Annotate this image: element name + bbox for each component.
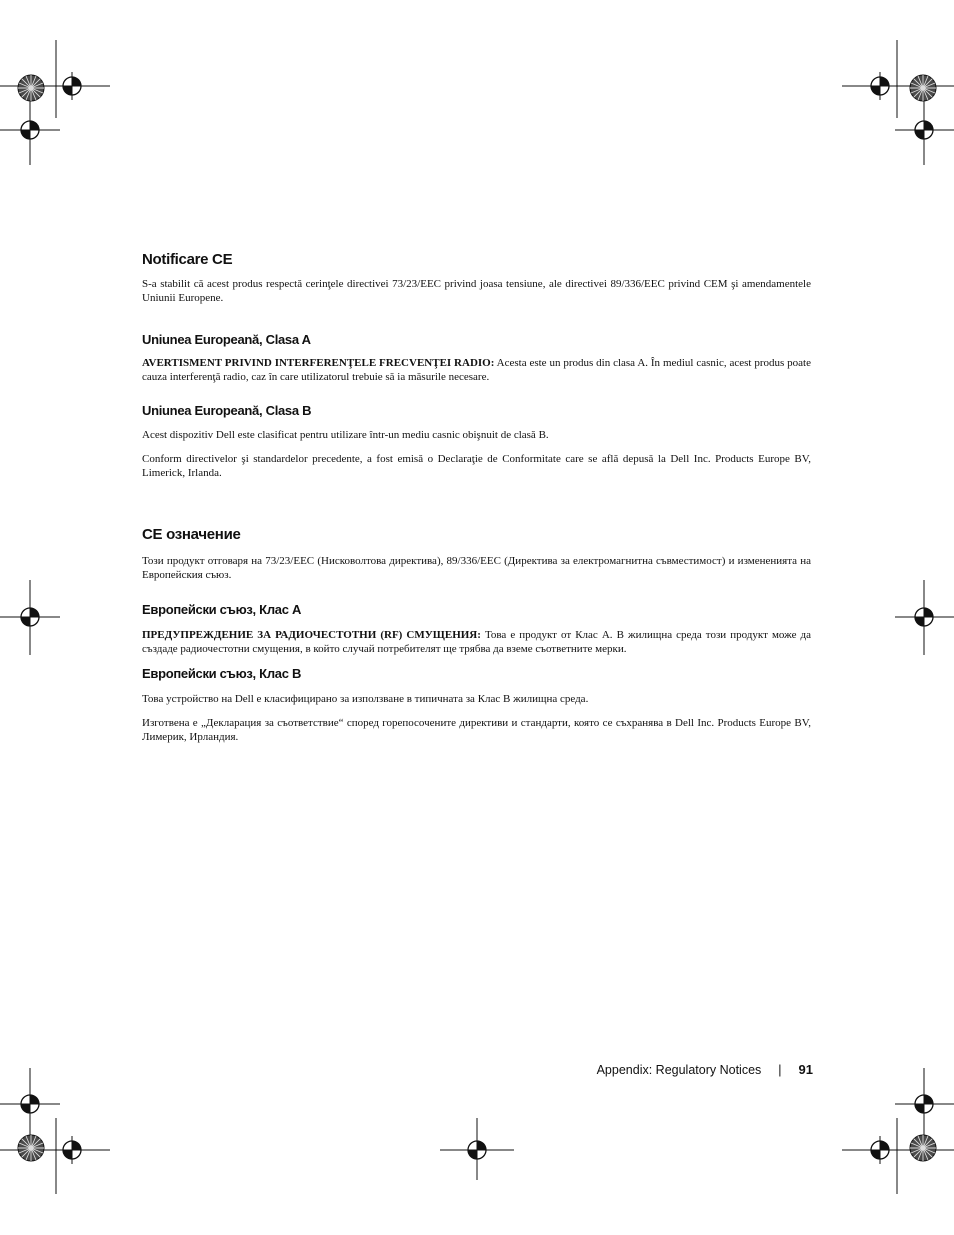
section-heading-bulgarian: CE означение — [142, 526, 241, 543]
subheading-class-b-romanian: Uniunea Europeană, Clasa B — [142, 403, 312, 418]
paragraph-class-b-bulgarian: Това устройство на Dell е класифицирано за използване в типичната за Клас В жилищна среда. — [142, 693, 589, 705]
warning-text: Това е продукт от Клас А. В жилищна среда този продукт може да създаде радиочестотни смущения, в който случай потребителят ще трябва да вземе съответните мерки. — [142, 629, 812, 655]
page-footer — [597, 1062, 813, 1077]
subheading-class-b-bulgarian: Европейски съюз, Клас В — [142, 666, 302, 681]
subheading-class-a-bulgarian: Европейски съюз, Клас А — [142, 602, 302, 617]
section-heading-romanian: Notificare CE — [142, 251, 233, 268]
paragraph-class-a-warning-romanian — [142, 356, 811, 384]
subheading-class-a-romanian: Uniunea Europeană, Clasa A — [142, 332, 311, 347]
warning-label: ПРЕДУПРЕЖДЕНИЕ ЗА РАДИОЧЕСТОТНИ (RF) СМУЩЕНИЯ: — [142, 629, 481, 641]
paragraph-declaration-romanian: Conform directivelor şi standardelor precedente, a fost emisă o Declaraţie de Conformitate care se află depusă la Dell Inc. Products Europe BV, Limerick, Irlanda. — [142, 453, 811, 479]
paragraph-class-a-warning-bulgarian — [142, 628, 811, 656]
warning-label: AVERTISMENT PRIVIND INTERFERENŢELE FRECVENŢEI RADIO: — [142, 357, 495, 369]
page-number: 91 — [798, 1062, 813, 1077]
paragraph-class-b-romanian: Acest dispozitiv Dell este clasificat pentru utilizare într-un mediu casnic obişnuit de clasă B. — [142, 429, 549, 441]
footer-separator: | — [778, 1062, 782, 1077]
warning-text: Acesta este un produs din clasa A. În mediul casnic, acest produs poate cauza interferenţă radio, caz în care utilizatorul trebuie să ia măsurile necesare. — [142, 357, 811, 383]
paragraph-ce-notice-bulgarian: Този продукт отговаря на 73/23/EEC (Нисковолтова директива), 89/336/EEC (Директива за електромагнитна съвместимост) и измененията на Европейския съюз. — [142, 555, 811, 581]
footer-section-title: Appendix: Regulatory Notices — [596, 1062, 762, 1077]
paragraph-declaration-bulgarian: Изготвена е „Декларация за съответствие“ според горепосочените директиви и стандарти, която се съхранява в Dell Inc. Products Europe BV, Лимерик, Ирландия. — [142, 717, 811, 743]
paragraph-ce-notice-romanian: S-a stabilit că acest produs respectă cerinţele directivei 73/23/EEC privind joasa tensiune, ale directivei 89/336/EEC privind CEM şi amendamentele Uniunii Europene. — [142, 278, 811, 304]
